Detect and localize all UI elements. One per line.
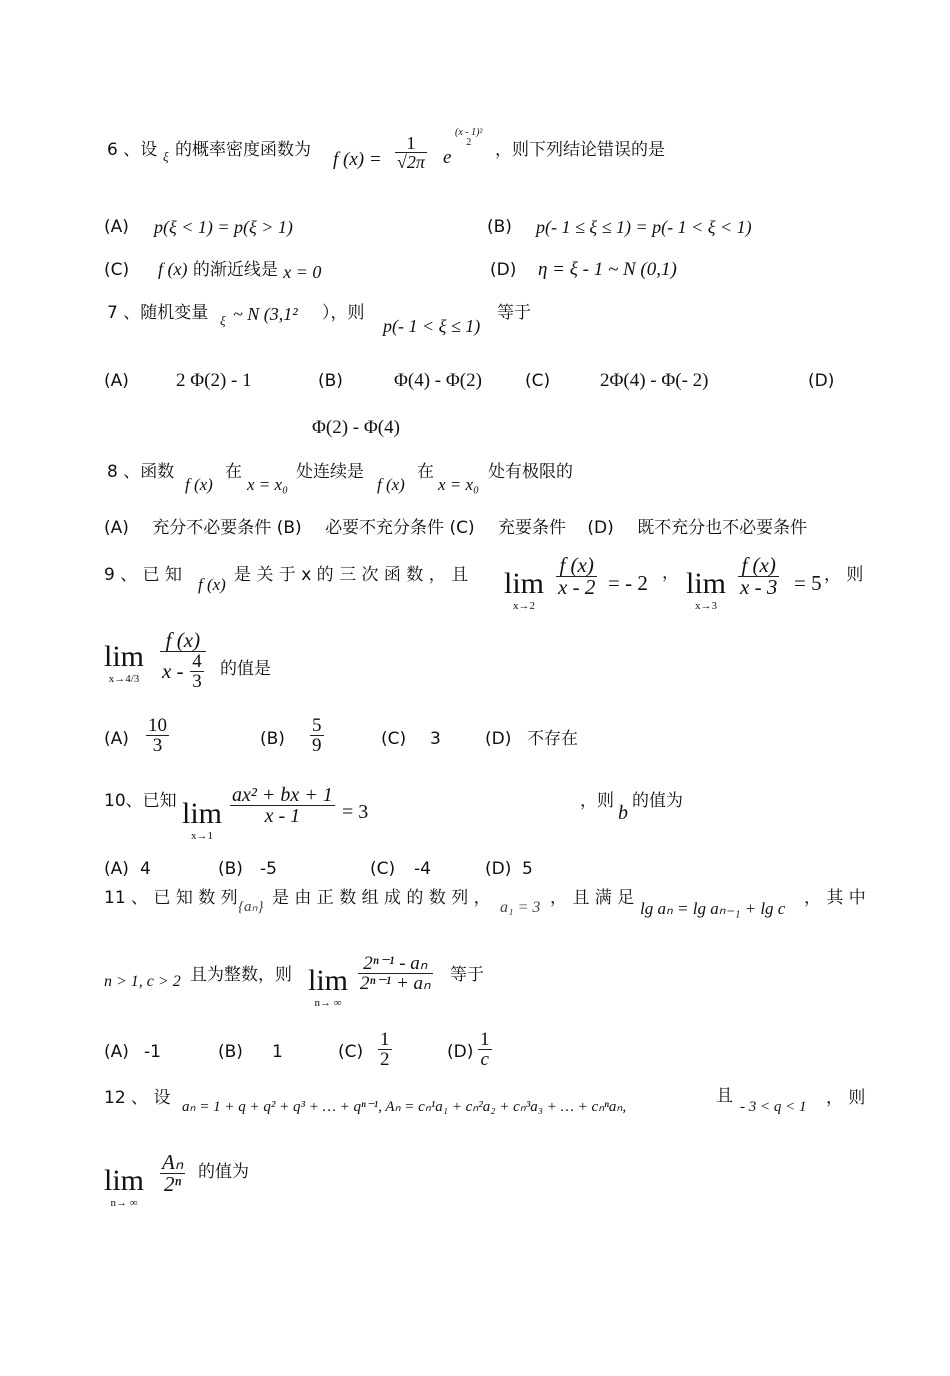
q11-opt-a-label: (A) xyxy=(104,1042,129,1062)
q9-opt-b-num: 5 xyxy=(312,715,322,736)
q9-opt-a xyxy=(146,716,169,755)
q6-opt-b: p(- 1 ≤ ξ ≤ 1) = p(- 1 < ξ < 1) xyxy=(536,217,752,237)
q9-lim2-num: f (x) xyxy=(741,553,776,577)
q7-lead: 7 、随机变量 xyxy=(107,303,209,323)
q11-opt-c-label: (C) xyxy=(338,1042,364,1062)
q9-lim3-den-num: 4 xyxy=(192,651,202,672)
q11-lead: 11 、 已 知 数 列 xyxy=(104,888,238,908)
q11-mid: 是 由 正 数 组 成 的 数 列 ， xyxy=(272,888,491,908)
q6-formula-lhs: f (x) = xyxy=(333,149,382,170)
q8-opt-c: 充要条件 xyxy=(498,518,567,538)
q10-num: ax² + bx + 1 xyxy=(232,784,333,806)
q7-opt-b: Φ(4) - Φ(2) xyxy=(394,370,482,391)
q6-exp-num: (x - 1)² xyxy=(455,127,483,138)
q8-t1: 在 xyxy=(225,462,242,482)
q6-lead: 6 、设 xyxy=(107,140,158,160)
lim-sub: n→ ∞ xyxy=(314,997,342,1009)
q10-frac xyxy=(230,785,335,826)
q7-opt-b-label: (B) xyxy=(318,371,343,391)
q12-tail: 的值为 xyxy=(198,1162,249,1182)
q11-tail2: 等于 xyxy=(450,965,484,985)
q10-opt-d-label: (D) xyxy=(485,859,512,879)
q12-frac xyxy=(160,1152,185,1195)
q8-lead: 8 、函数 xyxy=(107,462,175,482)
q7-opt-a-label: (A) xyxy=(104,371,129,391)
q10-opt-b-label: (B) xyxy=(218,859,243,879)
q9-lim1-num: f (x) xyxy=(559,553,594,577)
lim-sub: x→1 xyxy=(191,830,213,842)
q9-lim3-den xyxy=(160,652,206,691)
q10-lead: 10、已知 xyxy=(104,791,177,811)
q9-opt-a-den: 3 xyxy=(152,735,163,756)
q12-cond: - 3 < q < 1 xyxy=(740,1099,807,1115)
q9-lim1-val: = - 2 xyxy=(608,571,648,595)
q9-f: f (x) xyxy=(198,575,226,594)
q11-cond-text: 且为整数，则 xyxy=(190,965,292,985)
q6-opt-b-label: (B) xyxy=(487,217,512,237)
lim-word: lim xyxy=(104,1164,145,1197)
q9-value-text: 的值是 xyxy=(220,659,271,679)
q9-lim3-den-den: 3 xyxy=(192,671,202,692)
q9-tail: ， 则 xyxy=(824,565,864,585)
q11-rel: lg aₙ = lg aₙ₋₁ + lg c xyxy=(640,899,786,918)
q6-opt-c xyxy=(158,259,322,282)
q11-num: 2ⁿ⁻¹ - aₙ xyxy=(363,953,428,974)
q9-opt-b xyxy=(310,716,324,755)
q6-opt-a-label: (A) xyxy=(104,217,129,237)
q9-opt-a-label: (A) xyxy=(104,729,129,749)
lim-sub: x→3 xyxy=(695,600,717,612)
q7-opt-a: 2 Φ(2) - 1 xyxy=(176,370,252,391)
q10-tail-lead: ，则 xyxy=(580,791,614,811)
q10-lim xyxy=(182,799,222,842)
q9-lim2-val: = 5 xyxy=(794,571,822,595)
q10-den: x - 1 xyxy=(264,805,301,827)
lim-word: lim xyxy=(182,797,223,830)
q8-f2: f (x) xyxy=(377,475,405,494)
q9-lim3-num: f (x) xyxy=(165,628,201,652)
q11-opt-b: 1 xyxy=(272,1042,283,1062)
lim-word: lim xyxy=(504,567,545,600)
q6-opt-a: p(ξ < 1) = p(ξ > 1) xyxy=(154,217,293,237)
q12-formula: aₙ = 1 + q + q² + q³ + … + qⁿ⁻¹, Aₙ = cₙ¹a₁ + cₙ²a₂ + cₙ³a₃ + … + cₙⁿaₙ, xyxy=(182,1099,627,1115)
q7-opt-d-label: (D) xyxy=(808,371,835,391)
q6-var: ξ xyxy=(163,149,169,164)
q10-opt-d: 5 xyxy=(522,859,533,879)
q6-opt-c-math2: x = 0 xyxy=(283,262,322,282)
q11-opt-d-num: 1 xyxy=(480,1029,490,1050)
q9-lim1 xyxy=(504,569,544,612)
q12-lead: 12 、 设 xyxy=(104,1088,171,1108)
q11-opt-c-num: 1 xyxy=(380,1029,390,1050)
q10-opt-b: -5 xyxy=(260,859,277,879)
q11-opt-d-den: c xyxy=(480,1049,489,1070)
q11-cond: n > 1, c > 2 xyxy=(104,973,181,990)
lim-sub: x→4/3 xyxy=(108,673,140,685)
q11-frac xyxy=(358,954,433,993)
q11-mid2: ， 且 满 足 xyxy=(550,888,635,908)
q9-lim2 xyxy=(686,569,726,612)
q9-opt-b-den: 9 xyxy=(312,735,322,756)
q8-t2: 处连续是 xyxy=(296,462,364,482)
q12-lim xyxy=(104,1166,144,1209)
q9-mid: 是 关 于 x 的 三 次 函 数 ， 且 xyxy=(234,565,469,585)
q9-opt-a-num: 10 xyxy=(148,715,167,736)
q10-opt-a: 4 xyxy=(140,859,151,879)
q12-t1: 且 xyxy=(716,1086,733,1106)
q10-opt-c: -4 xyxy=(414,859,431,879)
q9-lim2-frac xyxy=(738,555,779,598)
q11-tail: ， 其 中 xyxy=(804,888,866,908)
q9-lim3 xyxy=(104,642,144,685)
q9-opt-c-label: (C) xyxy=(381,729,407,749)
q6-formula-den: √2π xyxy=(397,152,425,172)
q9-comma: ， xyxy=(662,563,679,583)
q6-opt-c-label: (C) xyxy=(104,260,130,280)
q8-opt-a-label: (A) xyxy=(104,518,129,538)
q11-opt-d xyxy=(478,1030,492,1069)
q6-opt-d-label: (D) xyxy=(490,260,517,280)
q9-lim3-den-frac xyxy=(190,652,204,691)
q7-opt-d: Φ(2) - Φ(4) xyxy=(312,417,400,438)
q9-lim1-frac xyxy=(556,555,597,598)
q8-x1: x = x₀ xyxy=(247,475,288,494)
q9-opt-c: 3 xyxy=(430,729,441,749)
q8-opt-a: 充分不必要条件 xyxy=(152,518,272,538)
q10-opt-c-label: (C) xyxy=(370,859,396,879)
q7-opt-c-label: (C) xyxy=(525,371,551,391)
q11-opt-c xyxy=(378,1030,392,1069)
q9-opt-b-label: (B) xyxy=(260,729,285,749)
q6-formula-num: 1 xyxy=(406,133,416,153)
q7-dist: ~ N (3,1² xyxy=(233,304,298,324)
q9-lim2-den: x - 3 xyxy=(740,575,778,599)
q7-var: ξ xyxy=(220,313,226,328)
q10-b: b xyxy=(618,802,628,824)
q6-opt-d: η = ξ - 1 ~ N (0,1) xyxy=(538,259,677,280)
q6-tail: ，则下列结论错误的是 xyxy=(495,140,665,160)
q9-opt-d: 不存在 xyxy=(527,729,578,749)
lim-sub: x→2 xyxy=(513,600,535,612)
q8-t3: 在 xyxy=(417,462,434,482)
q7-tail: 等于 xyxy=(497,303,531,323)
q6-formula-frac xyxy=(395,134,427,171)
q8-opt-d: 既不充分也不必要条件 xyxy=(637,518,808,538)
q6-opt-c-text: 的渐近线是 xyxy=(192,260,278,280)
q12-t2: ， 则 xyxy=(826,1088,866,1108)
q11-opt-c-den: 2 xyxy=(380,1049,390,1070)
q6-opt-c-math: f (x) xyxy=(158,259,188,279)
q11-opt-b-label: (B) xyxy=(218,1042,243,1062)
q8-opt-b-label: (B) xyxy=(276,518,302,538)
q9-lim3-frac xyxy=(160,630,206,691)
q11-opt-d-label: (D) xyxy=(447,1042,474,1062)
lim-sub: n→ ∞ xyxy=(110,1197,138,1209)
q6-formula-e: e xyxy=(443,147,452,168)
q9-lim3-den-lead: x - xyxy=(162,659,184,683)
q7-prob: p(- 1 < ξ ≤ 1) xyxy=(383,316,481,336)
q10-opt-a-label: (A) xyxy=(104,859,129,879)
q6-formula-exp xyxy=(453,128,484,148)
q11-seq: {aₙ} xyxy=(238,899,264,915)
q10-tail: 的值为 xyxy=(632,791,683,811)
q11-lim xyxy=(308,966,348,1009)
q7-opt-c: 2Φ(4) - Φ(- 2) xyxy=(600,370,709,391)
q9-opt-d-label: (D) xyxy=(485,729,512,749)
q12-num: Aₙ xyxy=(162,1150,184,1174)
q8-options xyxy=(104,520,807,537)
q8-f1: f (x) xyxy=(185,475,213,494)
q12-den: 2ⁿ xyxy=(164,1172,182,1196)
q8-opt-b: 必要不充分条件 xyxy=(325,518,445,538)
q8-opt-d-label: (D) xyxy=(587,518,614,538)
q7-close: ），则 xyxy=(322,303,365,323)
q9-lim1-den: x - 2 xyxy=(558,575,596,599)
q11-opt-a: -1 xyxy=(144,1042,161,1062)
q12-stem xyxy=(104,1086,874,1126)
lim-word: lim xyxy=(308,964,349,997)
q6-mid: 的概率密度函数为 xyxy=(175,140,311,160)
lim-word: lim xyxy=(104,640,145,673)
lim-word: lim xyxy=(686,567,727,600)
q10-val: = 3 xyxy=(342,801,369,823)
q11-den: 2ⁿ⁻¹ + aₙ xyxy=(360,973,431,994)
q9-stem xyxy=(104,555,874,620)
q6-exp-den: 2 xyxy=(466,137,472,148)
q11-a1: a₁ = 3 xyxy=(500,899,541,916)
q9-lead: 9 、 已 知 xyxy=(104,565,183,585)
q8-x2: x = x₀ xyxy=(438,475,479,494)
q11-stem xyxy=(104,886,874,926)
q8-opt-c-label: (C) xyxy=(449,518,475,538)
q8-t4: 处有极限的 xyxy=(488,462,573,482)
